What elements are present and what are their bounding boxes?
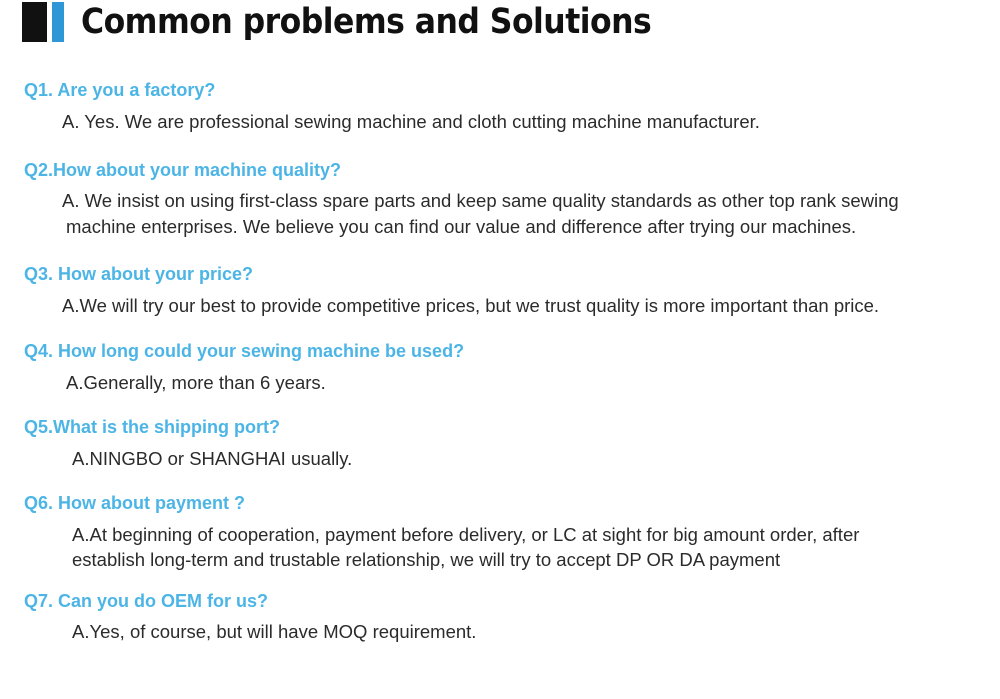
faq-answer-2-line-1: A. We insist on using first-class spare parts and keep same quality standards as other top rank sewing bbox=[62, 190, 899, 211]
faq-answer-6-line-2: establish long-term and trustable relationship, we will try to accept DP OR DA payment bbox=[72, 549, 781, 570]
header-blue-bar bbox=[52, 2, 64, 42]
faq-question-3: Q3. How about your price? bbox=[24, 264, 254, 284]
faq-answer-2-line-2: machine enterprises. We believe you can find our value and difference after trying our machines. bbox=[66, 216, 857, 237]
faq-question-7: Q7. Can you do OEM for us? bbox=[24, 591, 269, 611]
faq-question-5: Q5.What is the shipping port? bbox=[24, 417, 280, 437]
faq-question-2: Q2.How about your machine quality? bbox=[24, 160, 342, 180]
header-black-bar bbox=[22, 2, 47, 42]
faq-answer-7-line-1: A.Yes, of course, but will have MOQ requirement. bbox=[72, 621, 477, 642]
faq-answer-1-line-1: A. Yes. We are professional sewing machine and cloth cutting machine manufacturer. bbox=[62, 111, 760, 132]
page-header bbox=[22, 2, 715, 42]
faq-answer-5-line-1: A.NINGBO or SHANGHAI usually. bbox=[72, 448, 353, 469]
page-title: Common problems and Solutions bbox=[81, 2, 652, 42]
faq-question-6: Q6. How about payment ? bbox=[24, 493, 246, 513]
faq-question-1: Q1. Are you a factory? bbox=[24, 80, 216, 100]
faq-answer-6-line-1: A.At beginning of cooperation, payment before delivery, or LC at sight for big amount order, after bbox=[72, 524, 860, 545]
faq-answer-3-line-1: A.We will try our best to provide competitive prices, but we trust quality is more important than price. bbox=[62, 295, 880, 316]
faq-question-4: Q4. How long could your sewing machine be used? bbox=[24, 341, 465, 361]
faq-answer-4-line-1: A.Generally, more than 6 years. bbox=[66, 372, 326, 393]
